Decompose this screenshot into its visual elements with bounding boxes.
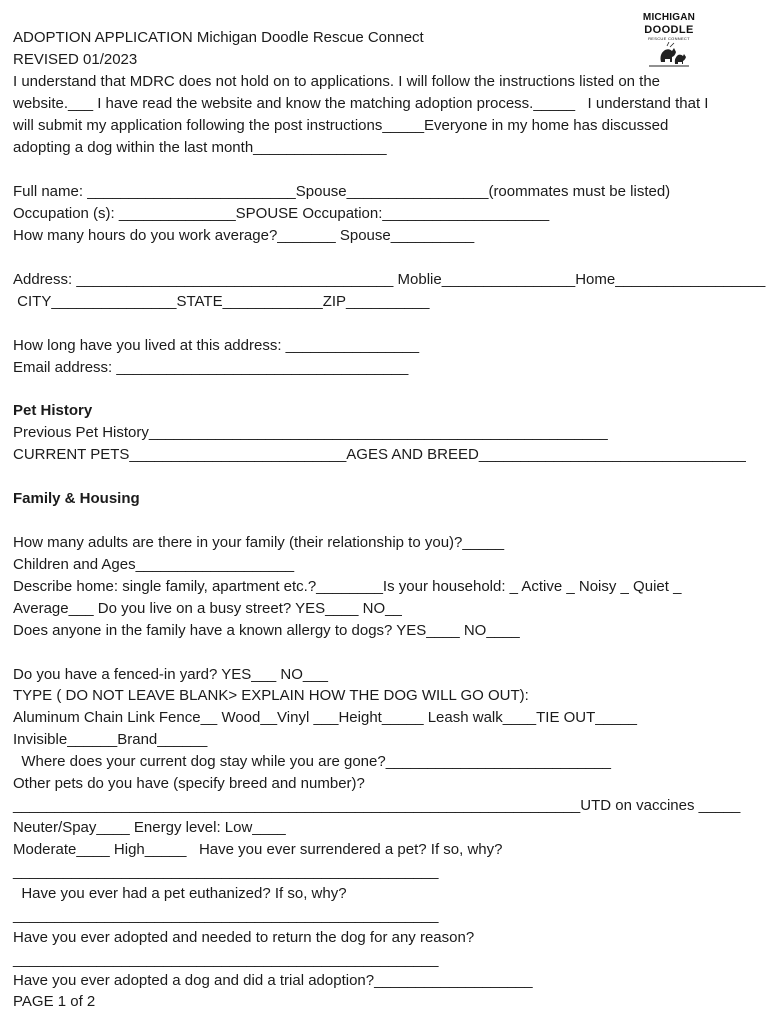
family-housing-heading: Family & Housing: [13, 490, 140, 507]
residence-length-field: How long have you lived at this address: ________________: [13, 337, 420, 354]
other-pets-question: Other pets do you have (specify breed and number)?: [13, 775, 365, 792]
revision-date: REVISED 01/2023: [13, 51, 138, 68]
terms-line-3: will submit my application following the post instructions_____Everyone in my home has discussed: [13, 117, 669, 134]
pet-history-heading: Pet History: [13, 402, 93, 419]
terms-line-1: I understand that MDRC does not hold on to applications. I will follow the instructions listed on the: [13, 73, 661, 90]
surrender-answer-line: ___________________________________________________: [13, 863, 439, 880]
euthanized-question: Have you ever had a pet euthanized? If so, why?: [13, 885, 347, 902]
fence-type-field: Aluminum Chain Link Fence__ Wood__Vinyl ___Height_____ Leash walk____TIE OUT_____: [13, 709, 638, 726]
home-type-field: Describe home: single family, apartment etc.?________Is your household: _ Active _ Noisy _ Quiet _: [13, 578, 682, 595]
terms-line-2: website.___ I have read the website and know the matching adoption process._____ I understand that I: [13, 95, 709, 112]
email-field: Email address: ___________________________________: [13, 359, 409, 376]
neuter-energy-field: Neuter/Spay____ Energy level: Low____: [13, 819, 286, 836]
adults-field: How many adults are there in your family (their relationship to you)?_____: [13, 534, 505, 551]
fenced-yard-field: Do you have a fenced-in yard? YES___ NO___: [13, 666, 328, 683]
logo-line-doodle: DOODLE: [644, 24, 694, 36]
current-pets-field: CURRENT PETS__________________________AGES AND BREED________________________________: [13, 446, 746, 463]
terms-line-4: adopting a dog within the last month________________: [13, 139, 387, 156]
children-field: Children and Ages___________________: [13, 556, 295, 573]
return-question: Have you ever adopted and needed to return the dog for any reason?: [13, 929, 475, 946]
form-title: ADOPTION APPLICATION Michigan Doodle Rescue Connect: [13, 29, 424, 46]
surrender-question: Moderate____ High_____ Have you ever surrendered a pet? If so, why?: [13, 841, 503, 858]
logo-line-michigan: MICHIGAN: [642, 12, 696, 23]
address-field: Address: ______________________________________ Moblie________________Home__________________: [13, 271, 766, 288]
logo-line-rescue: RESCUE CONNECT: [648, 36, 690, 41]
fence-type-instruction: TYPE ( DO NOT LEAVE BLANK> EXPLAIN HOW THE DOG WILL GO OUT):: [13, 687, 529, 704]
vaccines-field: ____________________________________________________________________UTD on vaccines _____: [13, 797, 741, 814]
euthanized-answer-line: ___________________________________________________: [13, 907, 439, 924]
return-answer-line: ___________________________________________________: [13, 951, 439, 968]
full-name-field: Full name: _________________________Spouse_________________(roommates must be listed): [13, 183, 671, 200]
dog-stay-field: Where does your current dog stay while you are gone?___________________________: [13, 753, 611, 770]
allergy-field: Does anyone in the family have a known allergy to dogs? YES____ NO____: [13, 622, 520, 639]
work-hours-field: How many hours do you work average?_______ Spouse__________: [13, 227, 475, 244]
page-number: PAGE 1 of 2: [13, 993, 96, 1010]
occupation-field: Occupation (s): ______________SPOUSE Occupation:____________________: [13, 205, 550, 222]
invisible-brand-field: Invisible______Brand______: [13, 731, 208, 748]
trial-adoption-field: Have you ever adopted a dog and did a trial adoption?___________________: [13, 972, 533, 989]
rescue-logo: [630, 12, 708, 74]
city-state-zip-field: CITY_______________STATE____________ZIP__________: [13, 293, 430, 310]
dogs-silhouette-icon: [639, 42, 699, 70]
busy-street-field: Average___ Do you live on a busy street? YES____ NO__: [13, 600, 402, 617]
previous-pets-field: Previous Pet History_______________________________________________________: [13, 424, 608, 441]
